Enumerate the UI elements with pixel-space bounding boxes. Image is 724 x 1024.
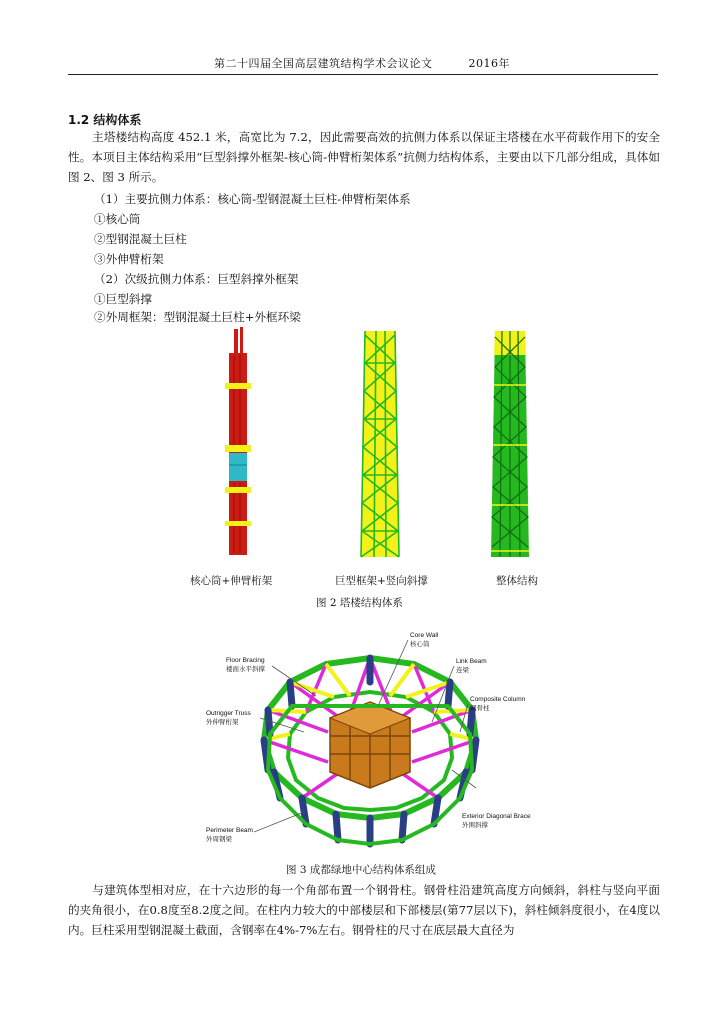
label-perimeter-beam: Perimeter Beam [206,827,253,834]
body-paragraph-text: 与建筑体型相对应，在十六边形的每一个角部布置一个钢骨柱。钢骨柱沿建筑高度方向倾斜，斜柱与竖向平面的夹角很小，在0.8度至8.2度之间。在柱内力较大的中部楼层和下部楼层(第77层以下)，斜柱倾斜度很小，在4度以内。巨柱采用型钢混凝土截面，含钢率在4%-7%左右。钢骨柱的尺寸在底层最大直径为 [68,883,660,937]
label-composite-column: Composite Column [470,696,526,703]
label-outrigger-truss: Outrigger Truss [206,710,251,717]
list-item: ①巨型斜撑 [94,292,152,306]
header-rule [68,74,658,75]
label-outrigger-truss-cn: 外伸臂桁架 [206,719,239,726]
label-perimeter-beam-cn: 外周钢梁 [206,836,232,843]
structural-system-diagram [200,622,540,854]
label-floor-bracing: Floor Bracing [226,657,265,664]
list-item: ②型钢混凝土巨柱 [94,232,187,246]
figure3-caption: 图 3 成都绿地中心结构体系组成 [286,864,436,876]
overall-structure-model [482,325,538,565]
list-item: （1）主要抗侧力体系：核心筒-型钢混凝土巨柱-伸臂桁架体系 [94,192,411,206]
list-item: ①核心筒 [94,212,141,226]
list-item: ③外伸臂桁架 [94,252,164,266]
figure2-label-core: 核心筒+伸臂桁架 [190,575,273,587]
mega-frame-brace-model [352,325,408,565]
label-diagonal-brace-cn: 外围斜撑 [462,822,488,829]
label-diagonal-brace: Exterior Diagonal Brace [462,813,531,820]
label-composite-column-cn: 钢骨柱 [470,705,490,712]
page-header [0,55,724,71]
figure2-caption: 图 2 塔楼结构体系 [316,597,403,609]
list-item: ②外周框架：型钢混凝土巨柱+外框环梁 [94,310,301,324]
section-title: 1.2 结构体系 [68,113,142,127]
intro-paragraph-text: 主塔楼结构高度 452.1 米，高宽比为 7.2，因此需要高效的抗侧力体系以保证主塔楼在水平荷载作用下的安全性。本项目主体结构采用“巨型斜撑外框架-核心筒-伸臂桁架体系”抗侧力结构体系，主要由以下几部分组成，具体如图 2、图 3 所示。 [68,130,660,184]
body-paragraph [68,880,660,940]
figure2-label-frame: 巨型框架+竖向斜撑 [335,575,428,587]
header-year: 2016年 [468,57,510,70]
intro-paragraph [68,127,660,187]
label-core-wall: Core Wall [410,632,439,639]
conference-name: 第二十四届全国高层建筑结构学术会议论文 [214,57,433,70]
label-floor-bracing-cn: 楼面水平斜撑 [226,666,265,673]
list-item: （2）次级抗侧力体系：巨型斜撑外框架 [94,272,299,286]
label-link-beam: Link Beam [456,658,487,665]
figure2-label-overall: 整体结构 [496,575,538,587]
label-core-wall-cn: 核心筒 [410,641,430,648]
core-tube-outrigger-model [218,325,258,560]
label-link-beam-cn: 连梁 [456,667,469,674]
